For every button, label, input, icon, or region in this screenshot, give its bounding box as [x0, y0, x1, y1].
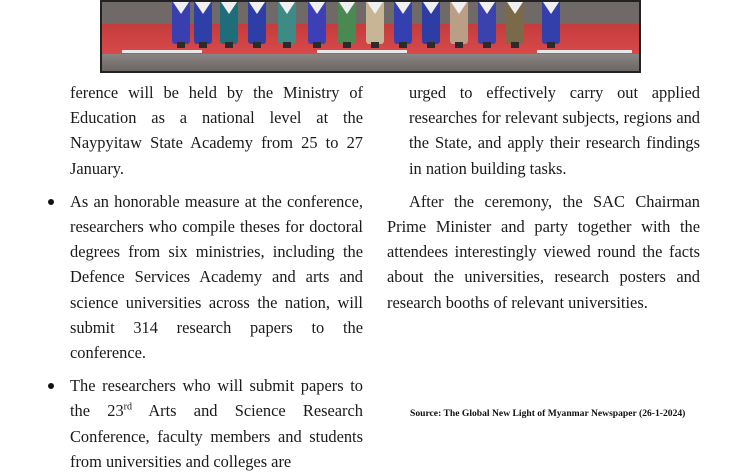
road-marking	[317, 50, 407, 53]
person-figure	[450, 2, 468, 44]
after-ceremony-paragraph: After the ceremony, the SAC Chairman Prime Minister and party together with the attendees interestingly viewed round the facts about the universities, research posters and research booths of relevant universities.	[387, 191, 700, 312]
person-figure	[172, 2, 190, 44]
person-figure	[366, 2, 384, 44]
bullet-item	[70, 373, 363, 474]
person-figure	[278, 2, 296, 44]
person-figure	[194, 2, 212, 44]
bullet-text: As an honorable measure at the conference, researchers who compile theses for doctoral degrees from six ministries, including the Defence Services Academy and arts and science universities across the nation, will submit 314 research papers to the conference.	[70, 191, 363, 363]
ordinal-superscript: rd	[123, 401, 132, 413]
person-figure	[542, 2, 560, 44]
left-column	[70, 80, 363, 474]
person-figure	[478, 2, 496, 44]
person-figure	[394, 2, 412, 44]
intro-paragraph: ference will be held by the Ministry of Education as a national level at the Naypyitaw State Academy from 25 to 27 January.	[70, 83, 363, 178]
person-figure	[422, 2, 440, 44]
bullet-icon	[48, 199, 54, 205]
road-marking	[537, 50, 632, 53]
right-column	[387, 80, 700, 315]
road-marking	[122, 50, 202, 53]
ceremony-photo	[100, 0, 641, 73]
person-figure	[308, 2, 326, 44]
person-figure	[248, 2, 266, 44]
bullet-icon	[48, 383, 54, 389]
bullet-text: The researchers who will submit papers to the 23rd Arts and Science Research Conference, faculty members and students from universities and colleges are	[70, 376, 363, 471]
source-citation: Source: The Global New Light of Myanmar Newspaper (26-1-2024)	[410, 408, 686, 419]
person-figure	[338, 2, 356, 44]
bullet-item	[70, 189, 363, 365]
continuation-paragraph: urged to effectively carry out applied researches for relevant subjects, regions and the State, and apply their research findings in nation building tasks.	[409, 83, 700, 178]
person-figure	[506, 2, 524, 44]
pavement	[102, 54, 639, 71]
person-figure	[220, 2, 238, 44]
